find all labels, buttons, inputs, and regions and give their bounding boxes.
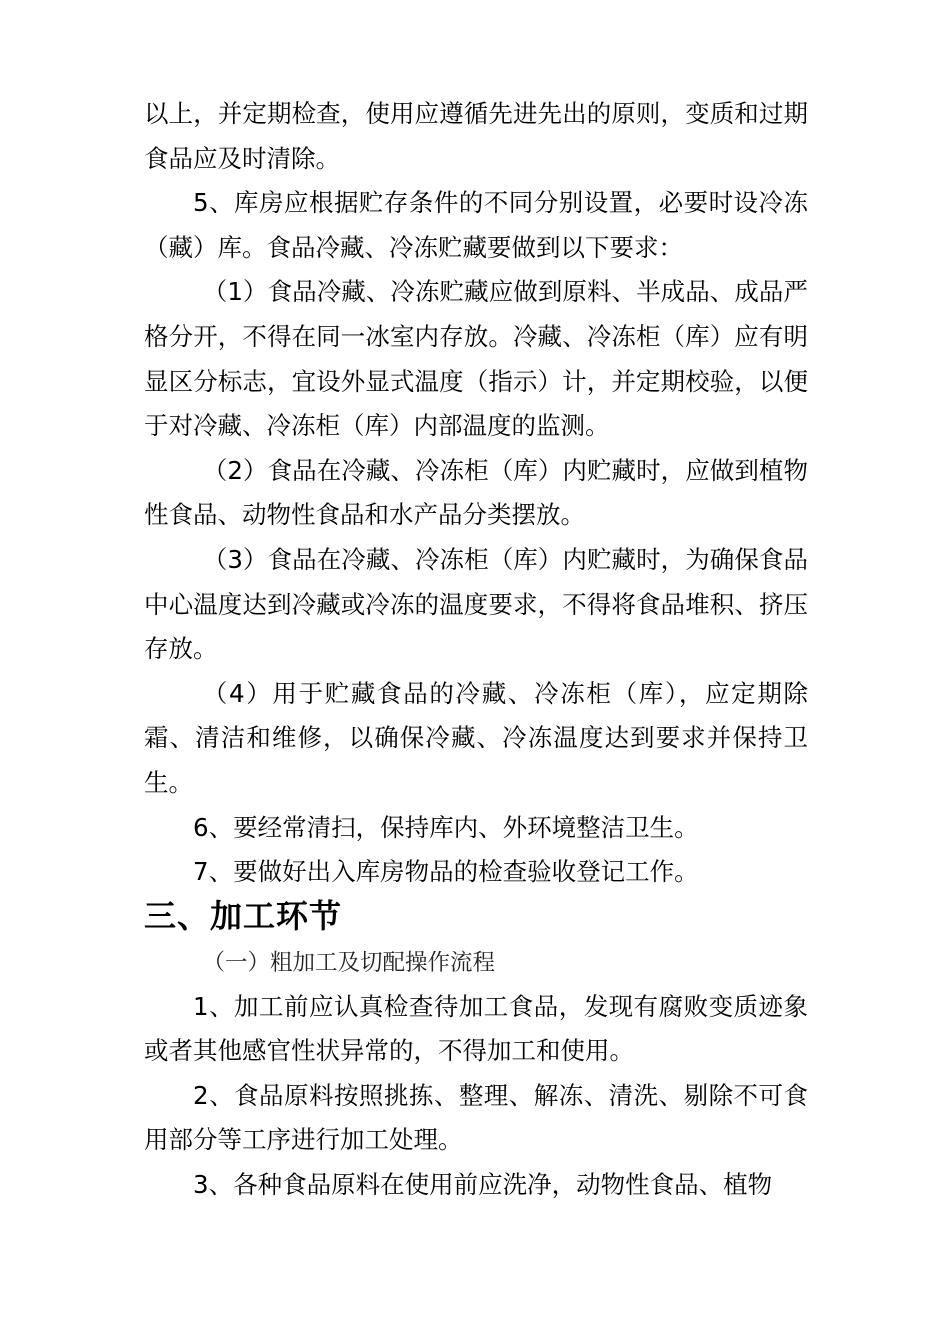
subsection-heading: （一）粗加工及切配操作流程 xyxy=(202,949,496,976)
paragraph-process-3: 3、各种食品原料在使用前应洗净，动物性食品、植物 xyxy=(193,1170,773,1200)
document-page xyxy=(144,92,808,1208)
section-heading: 三、加工环节 xyxy=(144,896,343,935)
paragraph-continuation: 以上，并定期检查，使用应遵循先进先出的原则，变质和过期食品应及时清除。 xyxy=(144,99,808,173)
paragraph-item-5: 5、库房应根据贮存条件的不同分别设置，必要时设冷冻（藏）库。食品冷藏、冷冻贮藏要做到以下要求： xyxy=(144,188,808,262)
paragraph-subitem-2: （2）食品在冷藏、冷冻柜（库）内贮藏时，应做到植物性食品、动物性食品和水产品分类摆放。 xyxy=(144,455,808,530)
paragraph-item-6: 6、要经常清扫，保持库内、外环境整洁卫生。 xyxy=(193,812,699,842)
paragraph-process-2: 2、食品原料按照挑拣、整理、解冻、清洗、剔除不可食用部分等工序进行加工处理。 xyxy=(144,1080,808,1155)
paragraph-process-1: 1、加工前应认真检查待加工食品，发现有腐败变质迹象或者其他感官性状异常的，不得加工和使用。 xyxy=(144,991,808,1066)
paragraph-subitem-3: （3）食品在冷藏、冷冻柜（库）内贮藏时，为确保食品中心温度达到冷藏或冷冻的温度要求，不得将食品堆积、挤压存放。 xyxy=(144,544,808,664)
paragraph-subitem-4: （4）用于贮藏食品的冷藏、冷冻柜（库），应定期除霜、清洁和维修，以确保冷藏、冷冻温度达到要求并保持卫生。 xyxy=(144,678,808,797)
paragraph-item-7: 7、要做好出入库房物品的检查验收登记工作。 xyxy=(193,857,699,887)
paragraph-subitem-1: （1）食品冷藏、冷冻贮藏应做到原料、半成品、成品严格分开，不得在同一冰室内存放。冷藏、冷冻柜（库）应有明显区分标志，宜设外显式温度（指示）计，并定期校验，以便于对冷藏、冷冻柜（库）内部温度的监测。 xyxy=(144,277,808,441)
